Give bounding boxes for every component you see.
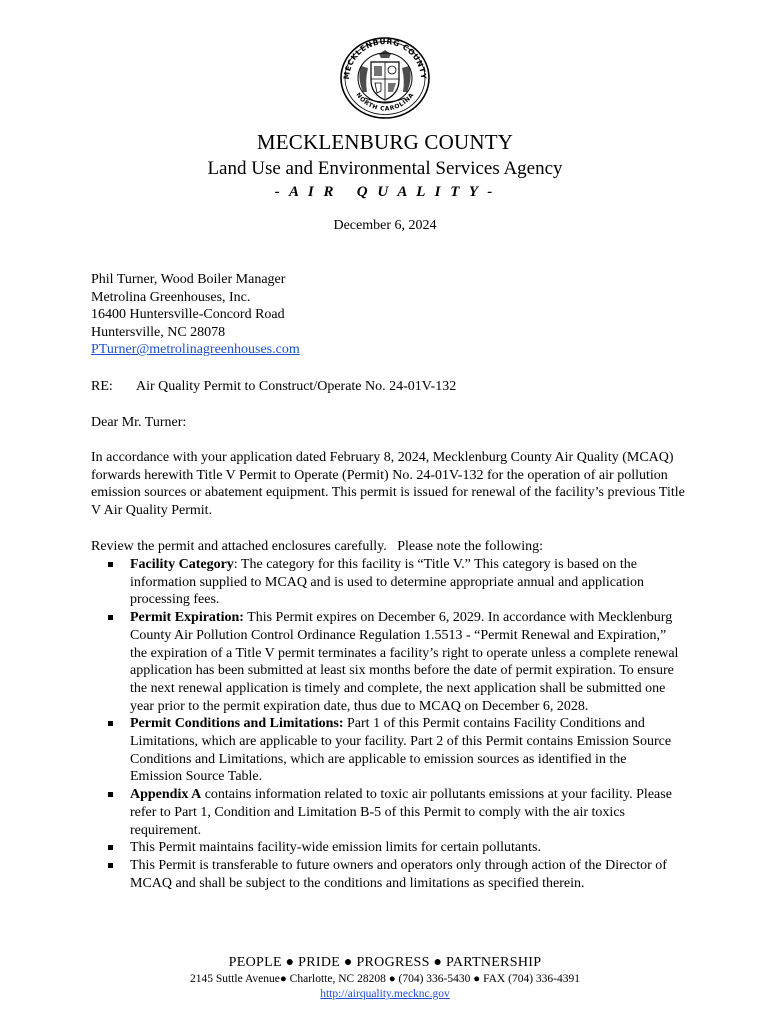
footer-motto: PEOPLE ● PRIDE ● PROGRESS ● PARTNERSHIP (228, 955, 542, 970)
division-heading: - A I R Q U A L I T Y - (274, 184, 496, 200)
county-seal-logo (335, 36, 435, 120)
re-line (91, 378, 691, 396)
recipient-city-state-zip: Huntersville, NC 28078 (91, 324, 226, 340)
list-item: Facility Category: The category for this facility is “Title V.” This category is based on the information supplied to MCAQ and is used to determine appropriate annual and application processing fees. (91, 556, 681, 609)
review-line: Review the permit and attached enclosures carefully. Please note the following: (91, 539, 543, 554)
recipient-street: 16400 Huntersville-Concord Road (91, 307, 285, 323)
agency-heading: Land Use and Environmental Services Agency (207, 158, 563, 179)
letter-date: December 6, 2024 (333, 218, 437, 233)
recipient-company: Metrolina Greenhouses, Inc. (91, 289, 251, 305)
list-item: Appendix A contains information related to toxic air pollutants emissions at your facility. Please refer to Part 1, Condition and Limitation B-5 of this Permit to comply with the air toxics requirement. (91, 786, 681, 839)
footer-address: 2145 Suttle Avenue● Charlotte, NC 28208 ● (704) 336-5430 ● FAX (704) 336-4391 (190, 973, 580, 985)
recipient-address (91, 271, 691, 359)
list-item: This Permit maintains facility-wide emission limits for certain pollutants. (91, 839, 681, 857)
recipient-name-title: Phil Turner, Wood Boiler Manager (91, 272, 286, 287)
list-item: Permit Expiration: This Permit expires on December 6, 2029. In accordance with Mecklenburg County Air Pollution Control Ordinance Regulation 1.5513 - “Permit Renewal and Expiration,” the expiration of a Title V permit terminates a facility’s right to operate unless a complete renewal application has been submitted at least six months before the date of permit expiration. To ensure the next renewal application is timely and complete, the next application shall be submitted one year prior to the permit expiration date, thus due to MCAQ on December 6, 2028. (91, 609, 681, 715)
notes-list (91, 556, 681, 892)
county-heading: MECKLENBURG COUNTY (256, 130, 514, 154)
recipient-email-link[interactable]: PTurner@metrolinagreenhouses.com (91, 342, 300, 358)
intro-paragraph: In accordance with your application dated February 8, 2024, Mecklenburg County Air Quality (MCAQ) forwards herewith Title V Permit to Operate (Permit) No. 24-01V-132 for the operation of air pollution emission sources or abatement equipment. This permit is issued for renewal of the facility’s previous Title V Air Quality Permit. (91, 450, 685, 518)
seal-top-text: MECKLENBURG COUNTY (341, 36, 429, 80)
seal-bottom-text: NORTH CAROLINA (354, 91, 416, 113)
re-subject: Air Quality Permit to Construct/Operate No. 24-01V-132 (136, 379, 457, 394)
list-item: Permit Conditions and Limitations: Part 1 of this Permit contains Facility Conditions and Limitations, which are applicable to your facility. Part 2 of this Permit contains Emission Source Conditions and Limitations, which are applicable to emission sources as identified in the Emission Source Table. (91, 715, 681, 786)
salutation: Dear Mr. Turner: (91, 415, 187, 430)
footer-url-container (0, 988, 770, 1000)
list-item: This Permit is transferable to future owners and operators only through action of the Director of MCAQ and shall be subject to the conditions and limitations as specified therein. (91, 857, 681, 892)
re-label: RE: (91, 379, 113, 394)
footer-url-link[interactable]: http://airquality.mecknc.gov (320, 988, 450, 1000)
